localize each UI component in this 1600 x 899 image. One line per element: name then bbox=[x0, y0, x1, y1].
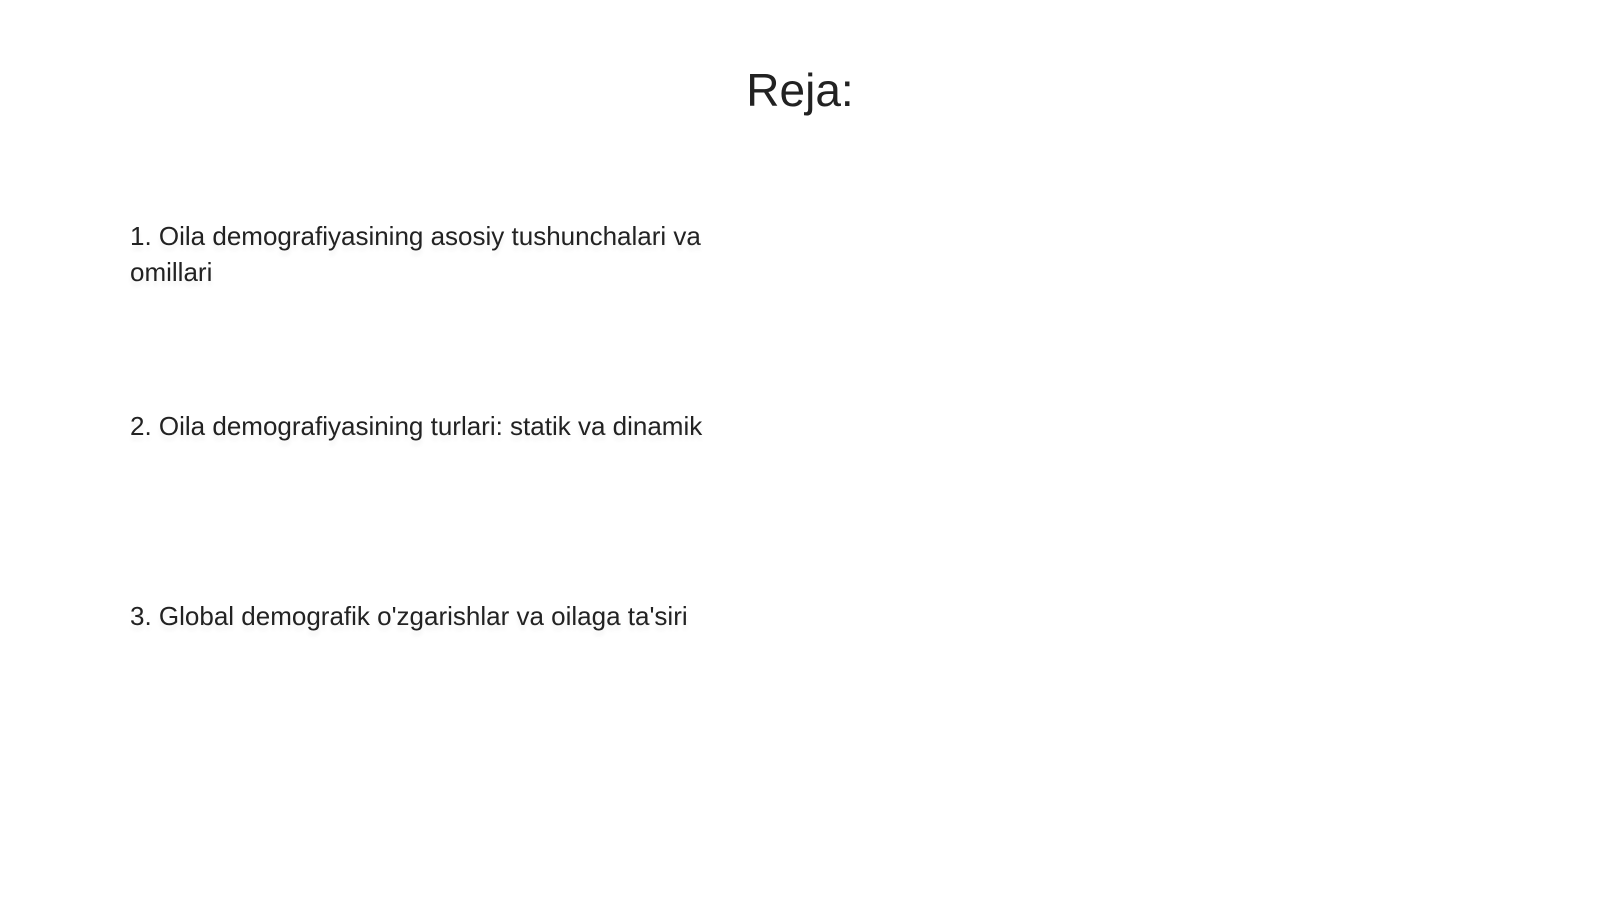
plan-item-1: 1. Oila demografiyasining asosiy tushunchalari va omillari bbox=[130, 221, 701, 287]
plan-item-2: 2. Oila demografiyasining turlari: statik va dinamik bbox=[130, 411, 703, 441]
plan-item-3: 3. Global demografik o'zgarishlar va oilaga ta'siri bbox=[130, 601, 688, 631]
slide-title: Reja: bbox=[746, 64, 854, 116]
